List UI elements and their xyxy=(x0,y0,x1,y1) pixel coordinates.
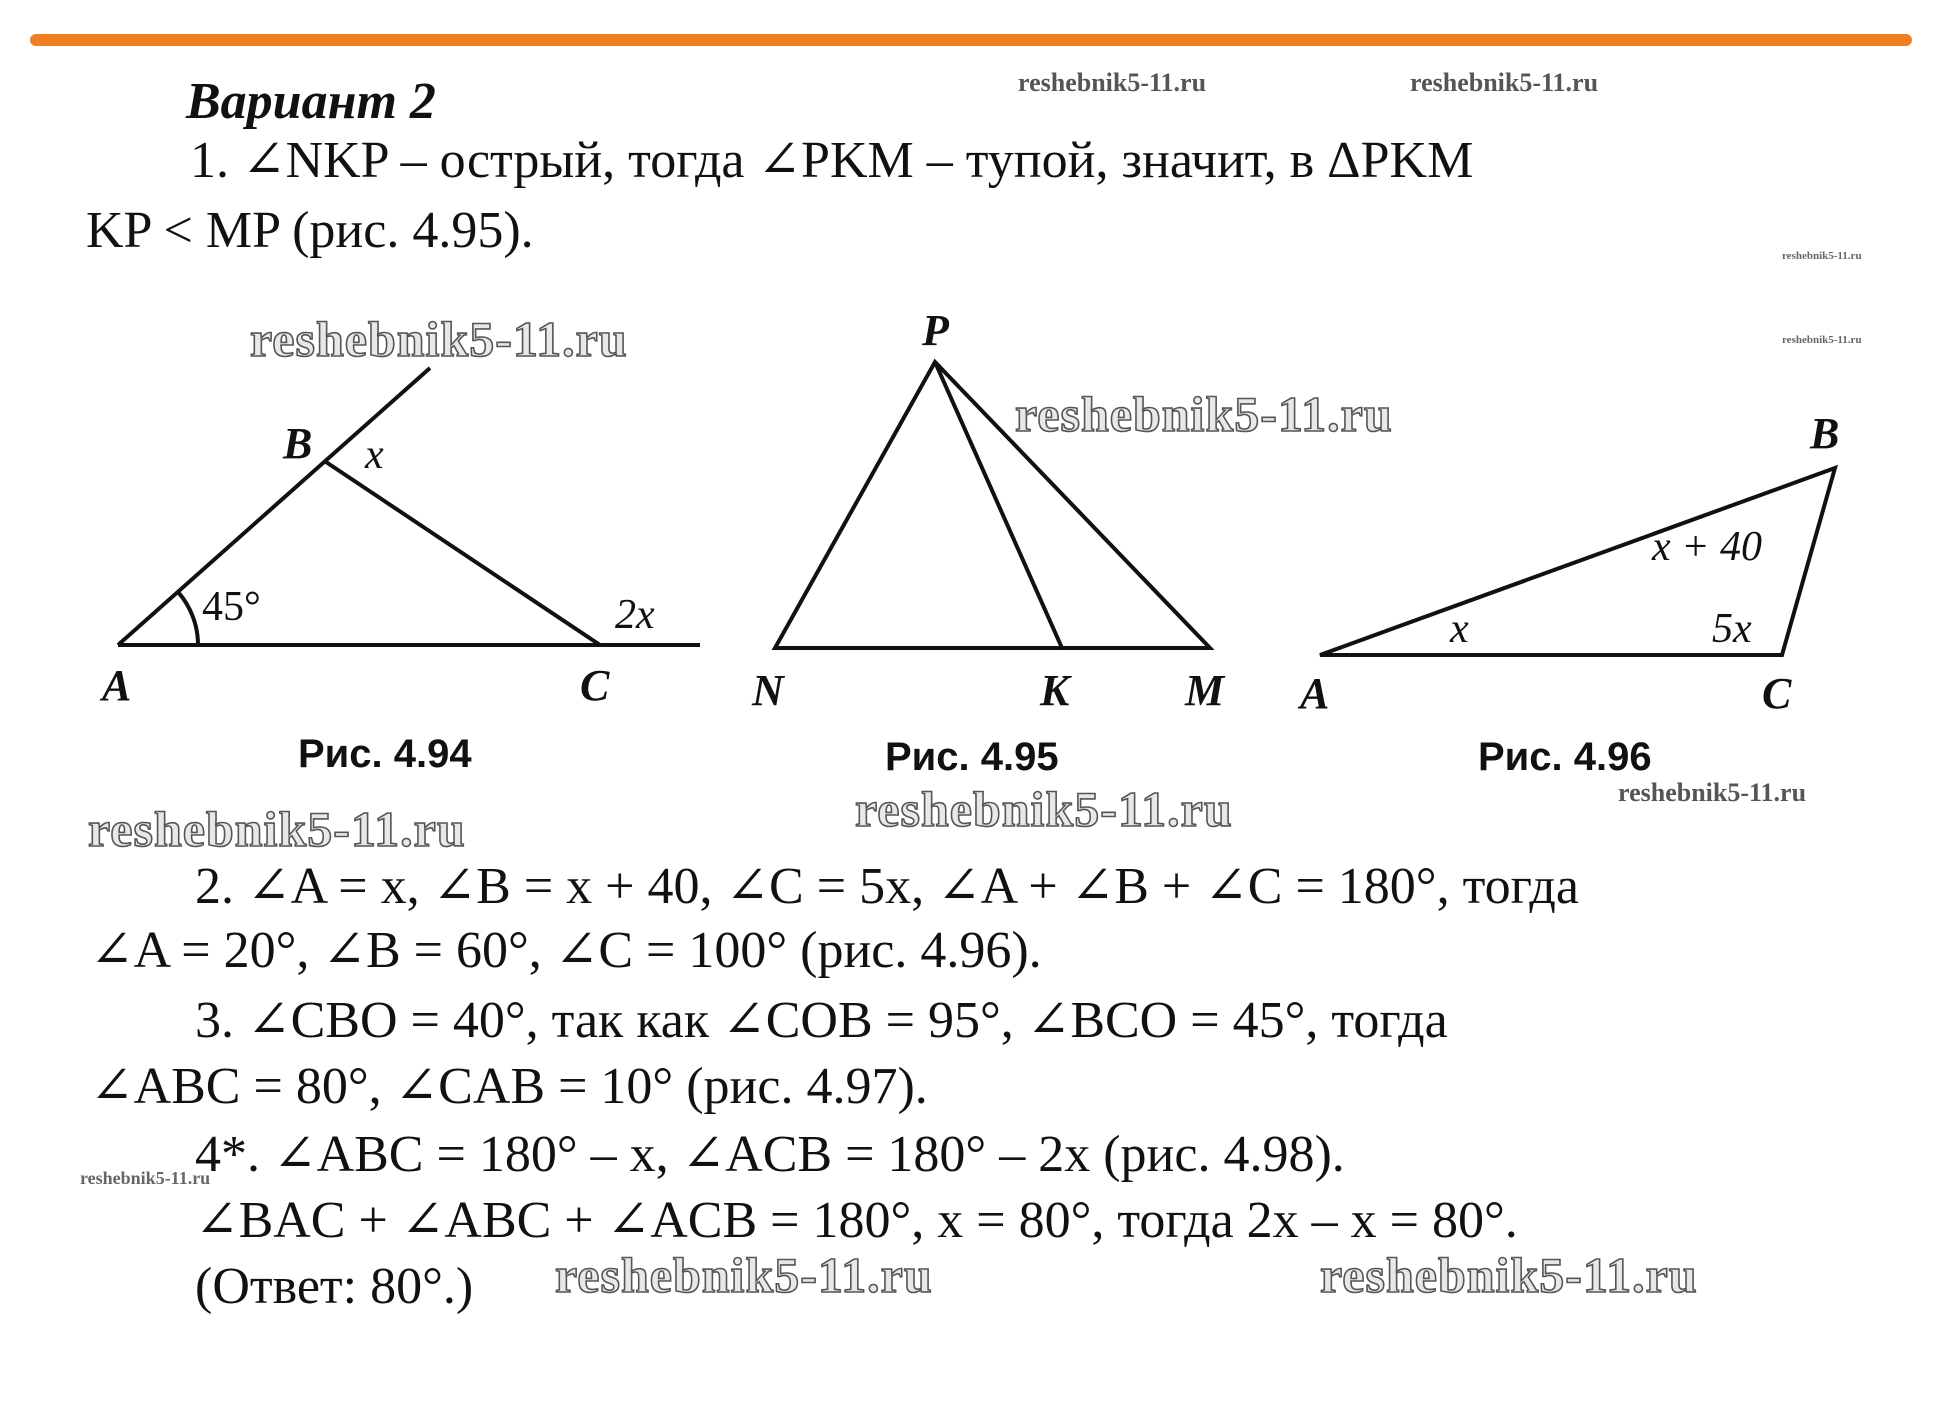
fig95-label-m: M xyxy=(1185,666,1225,715)
watermark: reshebnik5-11.ru xyxy=(80,1168,211,1188)
fig95-label-p: P xyxy=(922,306,949,355)
fig95-label-n: N xyxy=(752,666,784,715)
watermark: reshebnik5-11.ru xyxy=(1782,250,1862,262)
fig96-angle-b-label: x + 40 xyxy=(1652,524,1762,570)
watermark: reshebnik5-11.ru xyxy=(1015,386,1393,442)
watermark: reshebnik5-11.ru xyxy=(1320,1247,1698,1303)
fig94-angle-a-label: 45° xyxy=(202,584,261,630)
fig96-label-c: C xyxy=(1762,669,1792,718)
watermark: reshebnik5-11.ru xyxy=(1782,334,1862,346)
fig96-label-b: B xyxy=(1810,409,1840,458)
problem-2-line-2: ∠A = 20°, ∠B = 60°, ∠C = 100° (рис. 4.96). xyxy=(90,922,1042,979)
problem-4-answer: (Ответ: 80°.) xyxy=(195,1258,474,1315)
variant-heading: Вариант 2 xyxy=(186,73,436,130)
fig96-label-a: A xyxy=(1300,669,1330,718)
fig94-side-bc xyxy=(326,462,600,645)
watermark: reshebnik5-11.ru xyxy=(1618,778,1807,807)
watermark: reshebnik5-11.ru xyxy=(88,801,466,857)
watermark: reshebnik5-11.ru xyxy=(250,311,628,367)
problem-3-line-1: 3. ∠CBO = 40°, так как ∠COB = 95°, ∠BCO = 45°, тогда xyxy=(195,992,1448,1049)
caption-fig-4-96: Рис. 4.96 xyxy=(1478,735,1652,779)
fig94-side-ab xyxy=(118,368,430,645)
watermark: reshebnik5-11.ru xyxy=(555,1247,933,1303)
fig96-angle-c-label: 5x xyxy=(1712,606,1752,652)
fig94-angle-arc xyxy=(178,592,198,645)
fig94-label-c: C xyxy=(580,661,610,710)
problem-4-line-2: ∠BAC + ∠ABC + ∠ACB = 180°, x = 80°, тогда 2x – x = 80°. xyxy=(195,1192,1518,1249)
watermark: reshebnik5-11.ru xyxy=(855,781,1233,837)
problem-4-line-1: 4*. ∠ABC = 180° – x, ∠ACB = 180° – 2x (рис. 4.98). xyxy=(195,1126,1345,1183)
fig94-angle-c-label: 2x xyxy=(615,592,655,638)
problem-2-line-1: 2. ∠A = x, ∠B = x + 40, ∠C = 5x, ∠A + ∠B + ∠C = 180°, тогда xyxy=(195,858,1579,915)
fig96-angle-a-label: x xyxy=(1450,606,1469,652)
caption-fig-4-95: Рис. 4.95 xyxy=(885,735,1059,779)
fig94-angle-b-label: x xyxy=(365,432,384,478)
problem-1-line-1: 1. ∠NKP – острый, тогда ∠PKM – тупой, значит, в ΔPKM xyxy=(190,132,1474,189)
caption-fig-4-94: Рис. 4.94 xyxy=(298,732,472,776)
watermark: reshebnik5-11.ru xyxy=(1410,68,1599,97)
fig94-label-a: A xyxy=(102,661,132,710)
problem-3-line-2: ∠ABC = 80°, ∠CAB = 10° (рис. 4.97). xyxy=(90,1058,928,1115)
fig94-label-b: B xyxy=(283,419,313,468)
fig95-label-k: K xyxy=(1040,666,1070,715)
watermark: reshebnik5-11.ru xyxy=(1018,68,1207,97)
problem-1-line-2: KP < MP (рис. 4.95). xyxy=(86,202,534,259)
